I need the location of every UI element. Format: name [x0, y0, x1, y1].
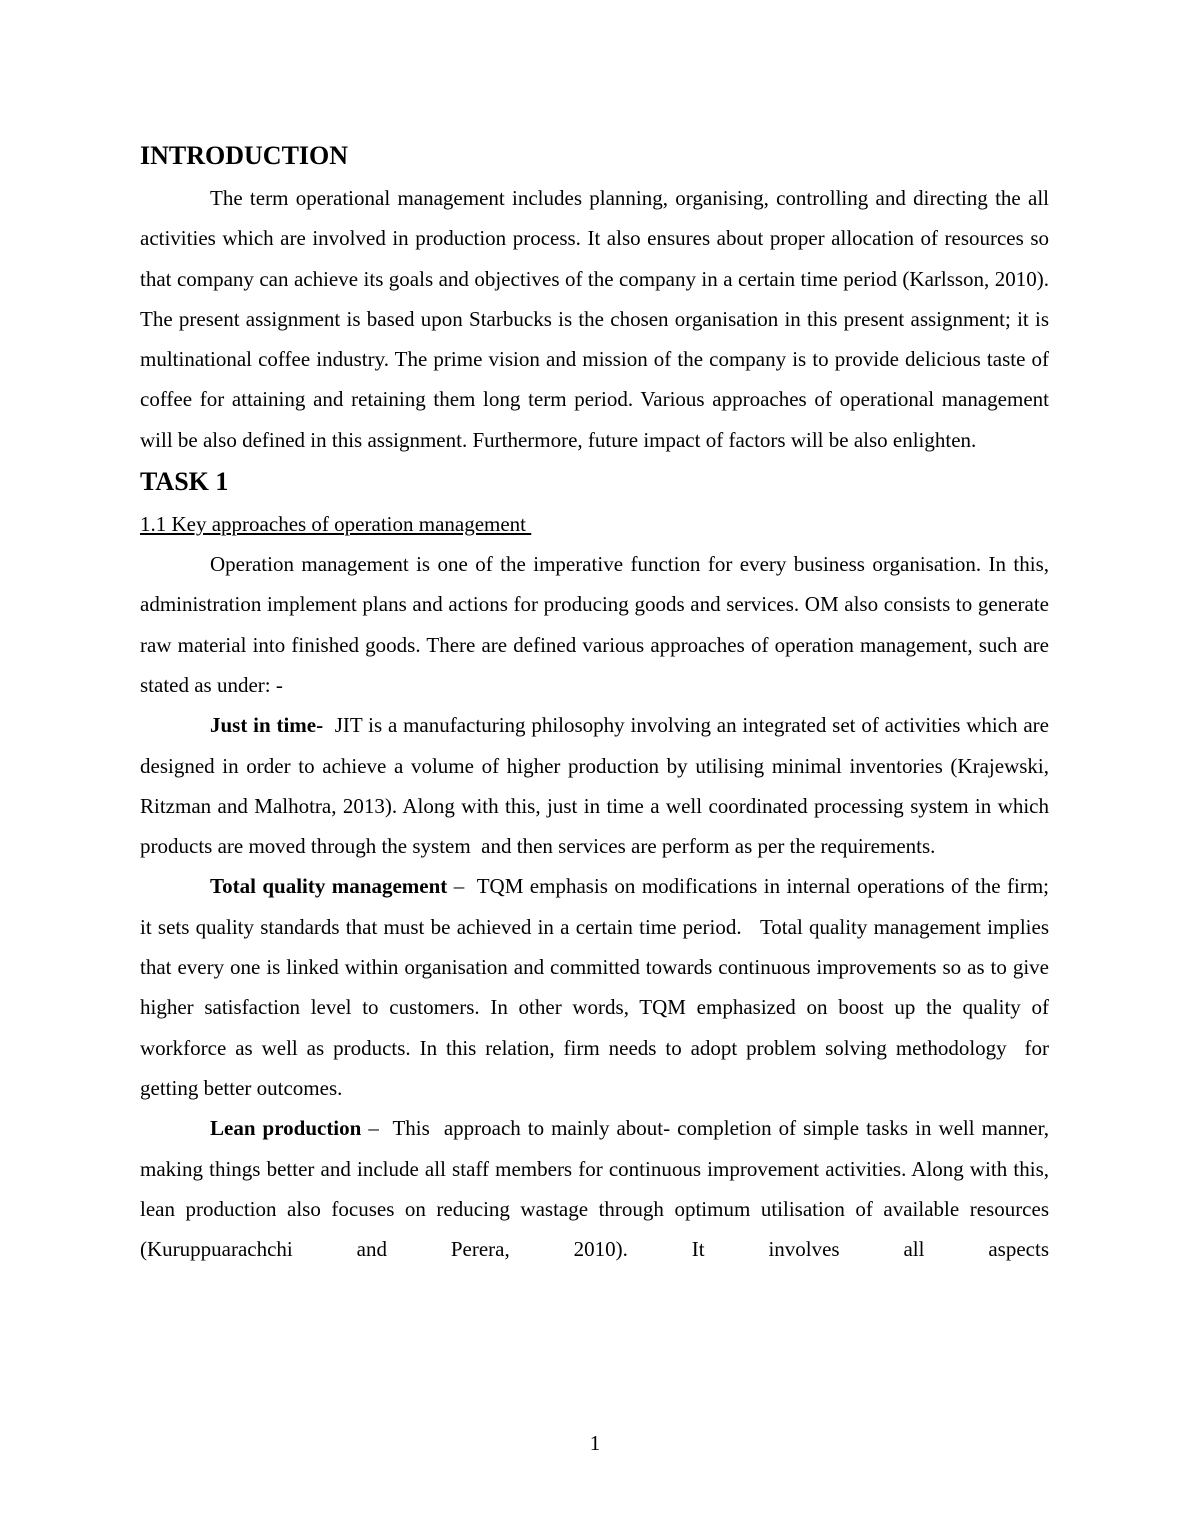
tqm-text: – TQM emphasis on modifications in internal operations of the firm; it sets quality standards that must be achieved in a certain time period. Total quality management implies that every one is linked within organisation and committed towards continuous improvements so as to give higher satisfaction level to customers. In other words, TQM emphasized on boost up the quality of workforce as well as products. In this relation, firm needs to adopt problem solving methodology for getting better outcomes. — [140, 874, 1055, 1100]
introduction-heading: INTRODUCTION — [140, 141, 349, 170]
operation-management-paragraph: Operation management is one of the imperative function for every business organisation. In this, administration implement plans and actions for producing goods and services. OM also consists to generate raw material into finished goods. There are defined various approaches of operation management, such are stated as under: - — [140, 552, 1049, 697]
tqm-paragraph — [140, 866, 1055, 1108]
lean-term: Lean production — [210, 1116, 362, 1141]
page-number: 1 — [589, 1431, 601, 1455]
section-1-1-subheading: 1.1 Key approaches of operation management — [140, 512, 532, 537]
document-page — [140, 138, 1055, 1269]
introduction-paragraph: The term operational management includes planning, organising, controlling and directing the all activities which are involved in production process. It also ensures about proper allocation of resources so that company can achieve its goals and objectives of the company in a certain time period (Karlsson, 2010). The present assignment is based upon Starbucks is the chosen organisation in this present assignment; it is multinational coffee industry. The prime vision and mission of the company is to provide delicious taste of coffee for attaining and retaining them long term period. Various approaches of operational management will be also defined in this assignment. Furthermore, future impact of factors will be also enlighten. — [140, 186, 1049, 452]
jit-text: JIT is a manufacturing philosophy involving an integrated set of activities which are designed in order to achieve a volume of higher production by utilising minimal inventories (Krajewski, Ritzman and Malhotra, 2013). Along with this, just in time a well coordinated processing system in which products are moved through the system and then services are perform as per the requirements. — [140, 713, 1055, 859]
lean-text: – This approach to mainly about- completion of simple tasks in well manner, making things better and include all staff members for continuous improvement activities. Along with this, lean production also focuses on reducing wastage through optimum utilisation of available resources (Kuruppuarachchi and Perera, 2010). It involves all aspects — [140, 1116, 1055, 1262]
lean-paragraph — [140, 1108, 1055, 1269]
jit-term: Just in time- — [210, 713, 324, 738]
jit-paragraph — [140, 705, 1055, 866]
task1-heading: TASK 1 — [140, 467, 229, 497]
tqm-term: Total quality management — [210, 874, 448, 899]
